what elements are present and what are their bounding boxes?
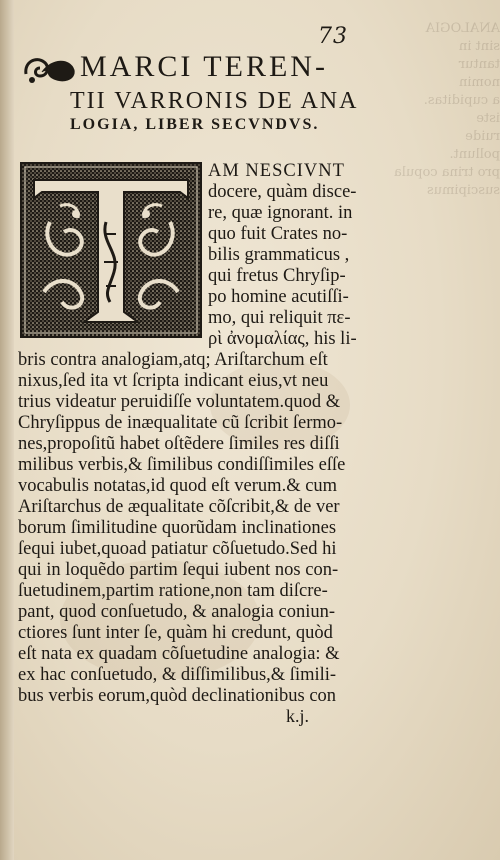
bleed-line: iste — [476, 111, 500, 126]
text-line: eſt nata ex quadam cõſuetudine analogia: & — [18, 644, 340, 664]
title-line-3: LOGIA, LIBER SECVNDVS. — [70, 116, 320, 133]
signature-mark: k.j. — [286, 706, 310, 726]
bleed-line: pro trina copula — [393, 165, 500, 180]
text-line: milibus verbis,& ſimilibus condiſſimiles eſſe — [18, 455, 346, 475]
bleed-line: ANALOGIA — [425, 21, 500, 36]
text-line: vocabulis notatas,id quod eſt verum.& cum — [18, 476, 338, 496]
bleed-through-text — [370, 20, 500, 198]
text-line: nixus,ſed ita vt ſcripta indicant eius,vt neu — [18, 371, 329, 391]
title-line-2: TII VARRONIS DE ANA — [70, 88, 359, 114]
text-line: bilis grammaticus , — [208, 245, 350, 265]
text-line: qui fretus Chryſip- — [208, 266, 346, 286]
text-line: ex hac conſuetudo, & diſſimilibus,& ſimili- — [18, 665, 337, 685]
fleuron-ornament-icon — [22, 52, 78, 86]
bleed-line: suscipimus — [426, 183, 500, 198]
text-line: ſequi iubet,quoad patiatur cõſuetudo.Sed hi — [18, 539, 337, 559]
bleed-line: nomin — [458, 75, 500, 90]
text-line: borum ſimilitudine quorũdam inclinationes — [18, 518, 337, 538]
text-line: docere, quàm disce- — [208, 182, 357, 202]
text-line: re, quæ ignorant. in — [208, 203, 353, 223]
title-line-1: MARCI TEREN- — [80, 50, 328, 83]
bleed-line: pollunt. — [449, 147, 500, 162]
text-line: qui in loquẽdo partim ſequi iubent nos con- — [18, 560, 339, 580]
text-line: bris contra analogiam,atq; Ariſtarchum eſt — [18, 350, 328, 370]
text-line: ſuetudinem,partim ratione,non tam diſcre- — [18, 581, 328, 601]
text-line: Chryſippus de inæqualitate cũ ſcribit ſermo- — [18, 413, 343, 433]
bleed-line: a cupiditas. — [423, 93, 500, 108]
text-line: mo, qui reliquit πε- — [208, 308, 351, 328]
bleed-line: sint in — [458, 39, 500, 54]
bleed-line: tantur — [458, 57, 500, 72]
text-line: po homine acutiſſi- — [208, 287, 349, 307]
text-line: AM NESCIVNT — [208, 161, 345, 181]
decorated-initial-icon — [20, 162, 202, 338]
bleed-line: ruide — [465, 129, 500, 144]
page-number: 73 — [318, 24, 348, 49]
text-line: nes,propoſitũ habet oſtẽdere ſimiles res diſſi — [18, 434, 340, 454]
text-line: bus verbis eorum,quòd declinationibus con — [18, 686, 337, 706]
text-line: pant, quod conſuetudo, & analogia coniun- — [18, 602, 335, 622]
text-line: Ariſtarchus de æqualitate cõſcribit,& de ver — [18, 497, 340, 517]
text-line: trius videatur peruidiſſe voluntatem.quod & — [18, 392, 341, 412]
page-gutter — [0, 0, 14, 860]
text-line: quo fuit Crates no- — [208, 224, 348, 244]
text-line: ρὶ ἀνομαλίας, his li- — [208, 329, 357, 349]
text-line: ctiores ſunt inter ſe, quàm hi credunt, quòd — [18, 623, 333, 643]
